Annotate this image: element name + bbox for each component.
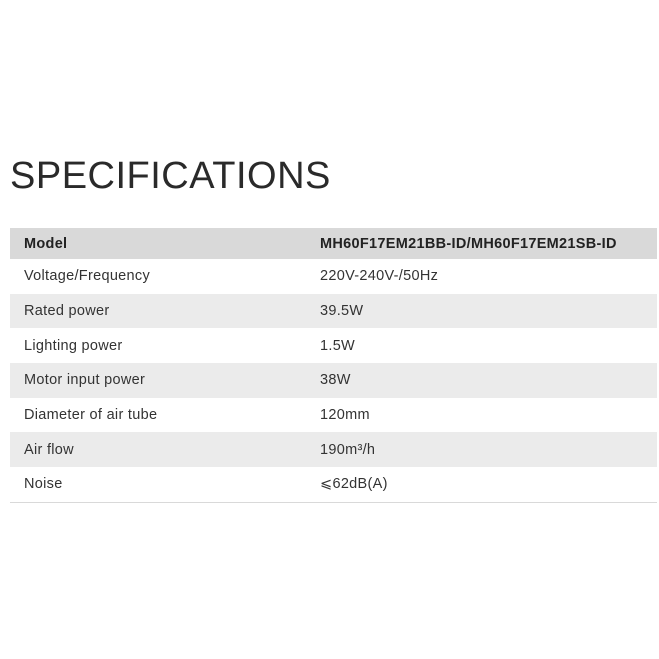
row-label: Rated power	[24, 303, 110, 320]
header-label: Model	[24, 235, 68, 252]
table-row	[10, 467, 657, 503]
row-value: 39.5W	[320, 303, 364, 320]
page-title: SPECIFICATIONS	[10, 155, 331, 197]
row-label: Air flow	[24, 441, 74, 458]
table-row	[10, 363, 657, 398]
row-label: Voltage/Frequency	[24, 268, 151, 285]
table-header-row	[10, 228, 657, 259]
table-row	[10, 432, 657, 467]
row-label: Diameter of air tube	[24, 407, 158, 424]
row-label: Motor input power	[24, 372, 146, 389]
table-row	[10, 294, 657, 329]
specifications-table	[10, 228, 657, 503]
table-row	[10, 259, 657, 294]
row-value: 38W	[320, 372, 351, 389]
table-row	[10, 398, 657, 433]
row-value: 190m³/h	[320, 441, 376, 458]
row-value: 1.5W	[320, 337, 356, 354]
row-value: ⩽62dB(A)	[320, 476, 388, 493]
row-label: Lighting power	[24, 337, 123, 354]
row-label: Noise	[24, 476, 63, 493]
header-value: MH60F17EM21BB-ID/MH60F17EM21SB-ID	[320, 235, 617, 252]
table-row	[10, 328, 657, 363]
row-value: 120mm	[320, 407, 370, 424]
row-value: 220V-240V-/50Hz	[320, 268, 439, 285]
